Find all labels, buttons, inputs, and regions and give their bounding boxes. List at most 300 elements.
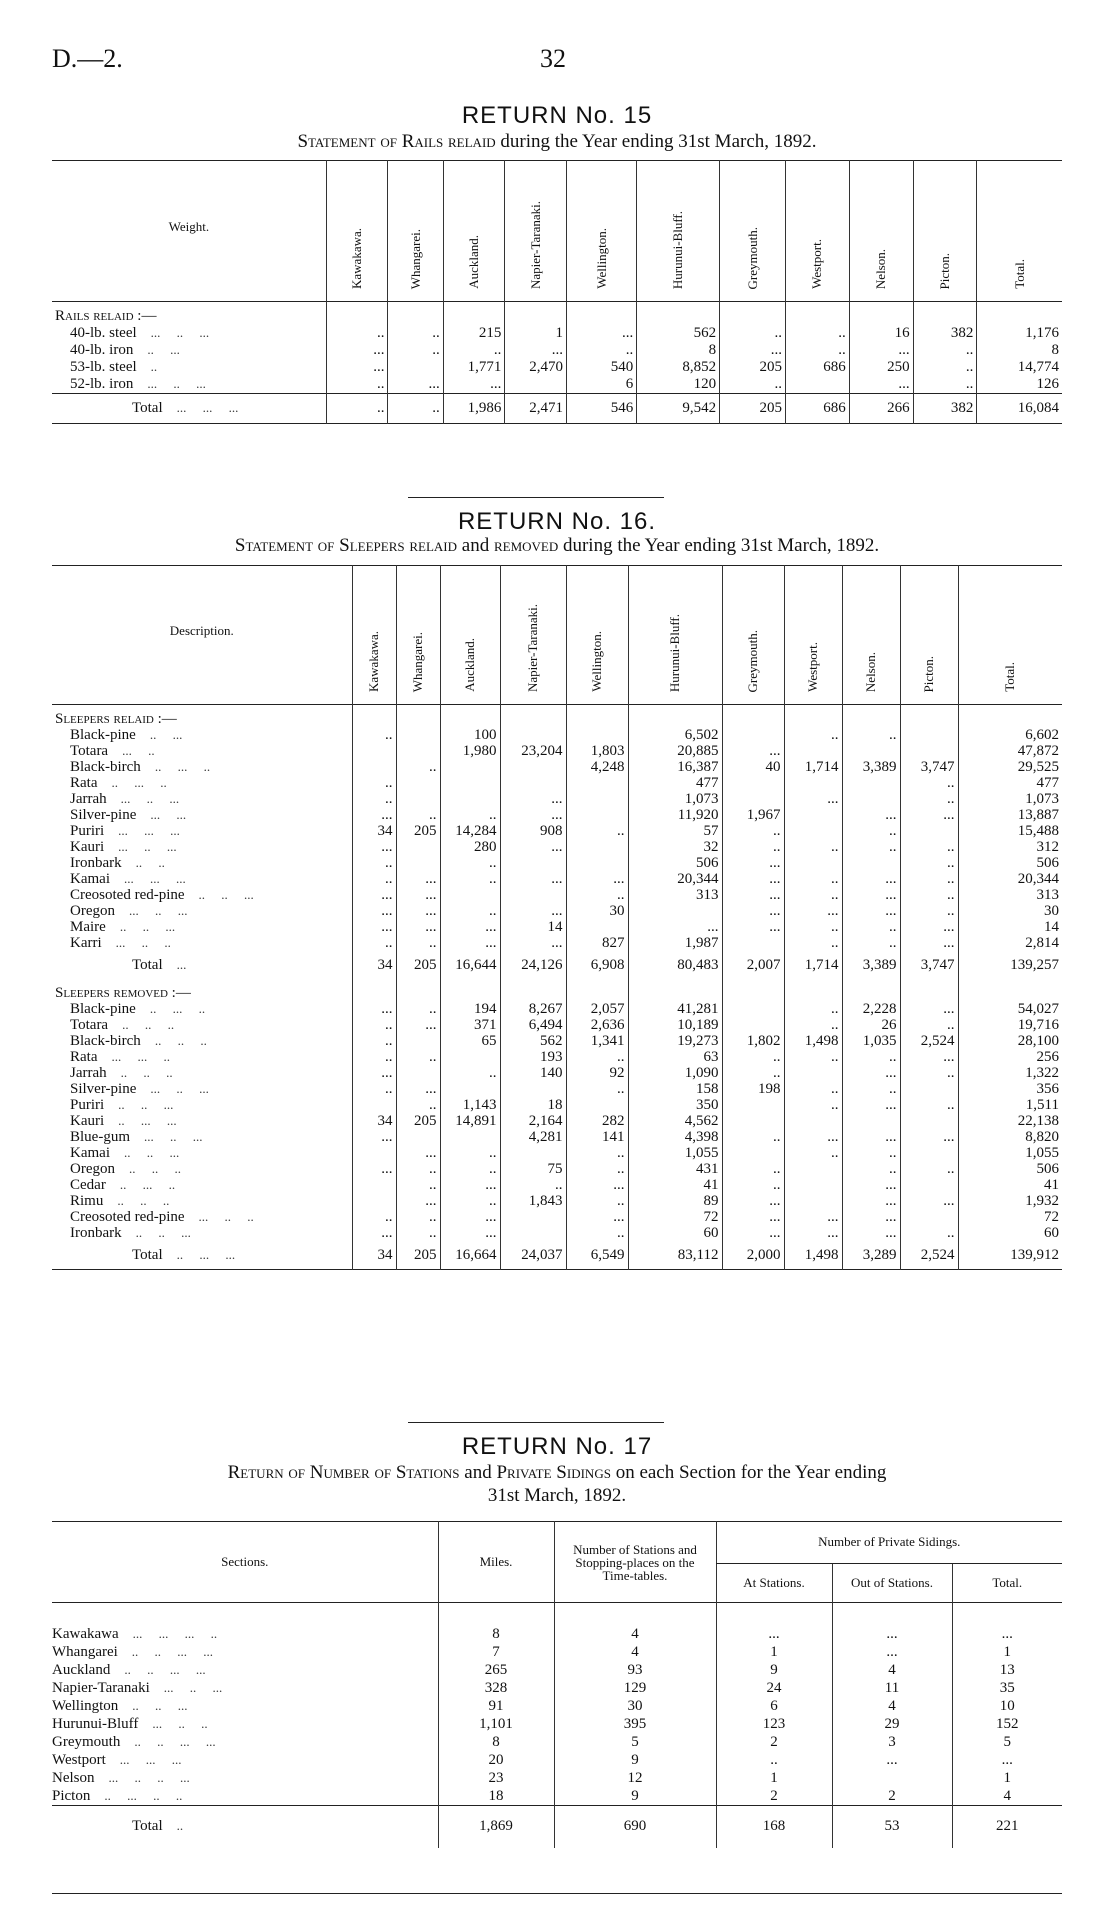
return15-title-main: Statement of Rails relaid: [297, 131, 496, 152]
value-cell: ...: [440, 919, 500, 935]
value-cell: 29,525: [958, 759, 1062, 775]
value-cell: 34: [352, 823, 396, 839]
return16-table: [52, 565, 1062, 1270]
row-leader: .. .. ..: [117, 1193, 170, 1208]
table-row: [52, 342, 1062, 359]
return16-col-header: [958, 566, 1062, 705]
section-label: Sleepers removed :—: [55, 985, 191, 1001]
value-cell: 89: [628, 1193, 722, 1209]
row-leader: .. .. ..: [129, 1161, 181, 1176]
value-cell: ...: [842, 1097, 900, 1113]
value-cell: ...: [500, 871, 566, 887]
value-cell: 1,055: [958, 1145, 1062, 1161]
value-cell: ..: [900, 1017, 958, 1033]
value-cell: 47,872: [958, 743, 1062, 759]
value-cell: 1,771: [443, 359, 505, 376]
value-cell: 1,035: [842, 1033, 900, 1049]
row-label-cell: [52, 1225, 352, 1241]
value-cell: 7: [438, 1643, 554, 1661]
return15-header-row: [52, 161, 1062, 302]
value-cell: ...: [832, 1643, 952, 1661]
value-cell: 193: [500, 1049, 566, 1065]
value-cell: ..: [326, 394, 388, 424]
value-cell: [566, 791, 628, 807]
value-cell: 562: [637, 325, 720, 342]
row-label: Silver-pine: [70, 807, 137, 823]
value-cell: ..: [900, 903, 958, 919]
value-cell: 1,498: [784, 1241, 842, 1270]
value-cell: 158: [628, 1081, 722, 1097]
row-leader: .. .. ... ...: [124, 1662, 206, 1677]
value-cell: 9: [554, 1787, 716, 1806]
value-cell: [396, 743, 440, 759]
row-leader: .. .. ..: [120, 1065, 173, 1080]
value-cell: 139,257: [958, 951, 1062, 979]
value-cell: 30: [566, 903, 628, 919]
return15-col-header: [786, 161, 850, 302]
value-cell: 15,488: [958, 823, 1062, 839]
value-cell: [722, 1017, 784, 1033]
value-cell: ...: [396, 1193, 440, 1209]
value-cell: 205: [396, 823, 440, 839]
value-cell: 3,389: [842, 951, 900, 979]
value-cell: 2,470: [505, 359, 567, 376]
row-leader: ... ... ... ..: [132, 1626, 218, 1641]
table-row: [52, 1225, 1062, 1241]
value-cell: [352, 1193, 396, 1209]
value-cell: 32: [628, 839, 722, 855]
return15-col-header: [977, 161, 1062, 302]
empty-cell: [722, 979, 784, 1001]
value-cell: [500, 1209, 566, 1225]
row-label: 53-lb. steel: [70, 359, 137, 375]
value-cell: ..: [913, 342, 977, 359]
row-leader: ..: [176, 1818, 184, 1834]
value-cell: [396, 1033, 440, 1049]
value-cell: 5: [952, 1733, 1062, 1751]
row-label: Rata: [70, 775, 98, 791]
table-row: [52, 1769, 1062, 1787]
value-cell: 20: [438, 1751, 554, 1769]
value-cell: [786, 376, 850, 394]
row-label: Rimu: [70, 1193, 104, 1209]
return15-table: [52, 160, 1062, 424]
value-cell: ..: [900, 1065, 958, 1081]
value-cell: ...: [722, 1209, 784, 1225]
value-cell: ..: [443, 342, 505, 359]
empty-cell: [554, 1603, 716, 1626]
row-label: Ironbark: [70, 1225, 122, 1241]
return15-col-header-text: Nelson.: [873, 248, 889, 289]
value-cell: ..: [440, 855, 500, 871]
value-cell: 1,101: [438, 1715, 554, 1733]
value-cell: 2,814: [958, 935, 1062, 951]
value-cell: ...: [900, 1001, 958, 1017]
value-cell: ..: [784, 1001, 842, 1017]
row-label-cell: [52, 951, 352, 979]
return16-col-header-text: Picton.: [921, 655, 936, 692]
row-leader: .. .. ..: [154, 1033, 207, 1048]
return15-col-header-text: Whangarei.: [407, 228, 423, 289]
value-cell: [500, 727, 566, 743]
value-cell: 65: [440, 1033, 500, 1049]
row-leader: ..: [150, 359, 158, 374]
value-cell: ..: [500, 1177, 566, 1193]
row-leader: .. .. ... ...: [131, 1644, 214, 1659]
return15-title-rest: during the Year ending 31st March, 1892.: [495, 131, 817, 152]
value-cell: ..: [842, 1161, 900, 1177]
value-cell: ..: [784, 887, 842, 903]
empty-cell: [716, 1603, 832, 1626]
row-label-cell: [52, 1661, 438, 1679]
value-cell: 1,714: [784, 951, 842, 979]
return16-col-header: [566, 566, 628, 705]
value-cell: ..: [352, 855, 396, 871]
row-leader: .. ... ...: [118, 1113, 177, 1128]
row-leader: ... ... ...: [119, 1752, 182, 1767]
value-cell: 72: [958, 1209, 1062, 1225]
row-label: Blue-gum: [70, 1129, 130, 1145]
value-cell: [784, 807, 842, 823]
row-label: Jarrah: [70, 1065, 107, 1081]
return17-title-and: and: [459, 1462, 497, 1483]
row-label: Total: [132, 1247, 163, 1263]
value-cell: [722, 727, 784, 743]
value-cell: ...: [832, 1751, 952, 1769]
value-cell: ...: [352, 919, 396, 935]
value-cell: 1,986: [443, 394, 505, 424]
empty-cell: [952, 1603, 1062, 1626]
table-row: [52, 1065, 1062, 1081]
value-cell: ...: [716, 1625, 832, 1643]
row-leader: .. ..: [135, 855, 165, 870]
value-cell: ...: [842, 887, 900, 903]
total-header: Total.: [952, 1563, 1062, 1603]
row-label: Cedar: [70, 1177, 106, 1193]
value-cell: 313: [628, 887, 722, 903]
table-row: [52, 839, 1062, 855]
table-row: [52, 1625, 1062, 1643]
empty-cell: [500, 705, 566, 728]
empty-cell: [396, 705, 440, 728]
value-cell: ..: [566, 1081, 628, 1097]
row-leader: ... .. ..: [152, 1716, 208, 1731]
table-row: [52, 1113, 1062, 1129]
value-cell: ...: [842, 807, 900, 823]
table-row: [52, 1715, 1062, 1733]
private-sidings-header: Number of Private Sidings.: [716, 1522, 1062, 1564]
value-cell: ...: [352, 1065, 396, 1081]
value-cell: ..: [396, 759, 440, 775]
return16-col-header-text: Greymouth.: [745, 629, 760, 692]
row-leader: .. ... .. ..: [104, 1788, 183, 1803]
row-leader: ... .. ...: [150, 325, 210, 340]
value-cell: 6,494: [500, 1017, 566, 1033]
relaid-section-row: [52, 705, 1062, 728]
return15-col-header: [637, 161, 720, 302]
value-cell: ..: [900, 855, 958, 871]
return16-heading: RETURN No. 16.: [457, 508, 657, 535]
value-cell: [396, 839, 440, 855]
value-cell: 2: [716, 1733, 832, 1751]
empty-cell: [396, 979, 440, 1001]
value-cell: [566, 775, 628, 791]
row-leader: ... ... ...: [176, 400, 239, 415]
value-cell: 280: [440, 839, 500, 855]
row-leader: .. .. ...: [198, 887, 254, 902]
empty-cell: [505, 302, 567, 326]
return15-col-header-text: Wellington.: [593, 228, 609, 289]
value-cell: 9: [716, 1661, 832, 1679]
value-cell: 4,281: [500, 1129, 566, 1145]
row-label-cell: [52, 839, 352, 855]
row-label: Kawakawa: [52, 1626, 119, 1642]
value-cell: 4: [554, 1625, 716, 1643]
value-cell: ..: [440, 1161, 500, 1177]
empty-cell: [52, 1603, 438, 1626]
value-cell: [722, 1145, 784, 1161]
value-cell: ..: [913, 376, 977, 394]
row-leader: .. ...: [149, 727, 183, 742]
value-cell: 26: [842, 1017, 900, 1033]
row-label: Black-pine: [70, 1001, 136, 1017]
value-cell: 10: [952, 1697, 1062, 1715]
table-row: [52, 1697, 1062, 1715]
value-cell: 1,498: [784, 1033, 842, 1049]
empty-cell: [842, 979, 900, 1001]
table-row: [52, 871, 1062, 887]
value-cell: ..: [784, 871, 842, 887]
return15-title: [0, 131, 1114, 153]
value-cell: 93: [554, 1661, 716, 1679]
value-cell: ...: [352, 1225, 396, 1241]
value-cell: 1: [952, 1643, 1062, 1661]
value-cell: 215: [443, 325, 505, 342]
value-cell: [440, 759, 500, 775]
return15-col-header: [567, 161, 637, 302]
value-cell: 395: [554, 1715, 716, 1733]
value-cell: 1,143: [440, 1097, 500, 1113]
return17-table: [52, 1521, 1062, 1848]
value-cell: ..: [440, 903, 500, 919]
row-label: Black-birch: [70, 759, 141, 775]
value-cell: 16,644: [440, 951, 500, 979]
table-row: [52, 727, 1062, 743]
value-cell: 3,389: [842, 759, 900, 775]
row-label-cell: [52, 871, 352, 887]
row-label: Hurunui-Bluff: [52, 1716, 139, 1732]
empty-cell: [958, 979, 1062, 1001]
value-cell: 686: [786, 359, 850, 376]
value-cell: [784, 743, 842, 759]
value-cell: 35: [952, 1679, 1062, 1697]
value-cell: ...: [952, 1751, 1062, 1769]
value-cell: 2,524: [900, 1241, 958, 1270]
return16-col-header: [784, 566, 842, 705]
value-cell: 1: [716, 1769, 832, 1787]
value-cell: ...: [722, 871, 784, 887]
row-label-cell: [52, 1161, 352, 1177]
value-cell: ...: [722, 855, 784, 871]
return16-col-header-text: Total.: [1002, 662, 1018, 692]
value-cell: ..: [396, 1001, 440, 1017]
divider: [408, 497, 664, 498]
row-label-cell: [52, 1081, 352, 1097]
value-cell: 16: [849, 325, 913, 342]
value-cell: ..: [566, 1049, 628, 1065]
value-cell: ..: [784, 1097, 842, 1113]
row-label-cell: [52, 1697, 438, 1715]
value-cell: ...: [352, 1001, 396, 1017]
empty-cell: [849, 302, 913, 326]
row-leader: ... .. ...: [163, 1680, 223, 1695]
return16-title-and: and: [457, 535, 494, 556]
value-cell: ..: [720, 376, 786, 394]
value-cell: ...: [352, 1161, 396, 1177]
value-cell: 686: [786, 394, 850, 424]
row-label-cell: [52, 1097, 352, 1113]
row-label-cell: [52, 1241, 352, 1270]
empty-cell: [637, 302, 720, 326]
row-label-cell: [52, 1001, 352, 1017]
value-cell: [396, 1129, 440, 1145]
value-cell: ..: [786, 325, 850, 342]
value-cell: 14: [500, 919, 566, 935]
value-cell: ..: [566, 1161, 628, 1177]
value-cell: 168: [716, 1806, 832, 1848]
value-cell: ..: [716, 1751, 832, 1769]
value-cell: 14: [958, 919, 1062, 935]
value-cell: [784, 1193, 842, 1209]
table-row: [52, 1017, 1062, 1033]
table-row: [52, 1049, 1062, 1065]
return15-col-header: [849, 161, 913, 302]
row-label: Black-birch: [70, 1033, 141, 1049]
table-row: [52, 791, 1062, 807]
value-cell: ...: [842, 1065, 900, 1081]
value-cell: [900, 1209, 958, 1225]
value-cell: 198: [722, 1081, 784, 1097]
row-leader: ... .. ...: [144, 1129, 203, 1144]
return17-header-row: [52, 1522, 1062, 1564]
value-cell: 256: [958, 1049, 1062, 1065]
value-cell: 16,084: [977, 394, 1062, 424]
value-cell: 20,344: [628, 871, 722, 887]
empty-cell: [566, 705, 628, 728]
value-cell: 22,138: [958, 1113, 1062, 1129]
value-cell: ...: [722, 903, 784, 919]
value-cell: 221: [952, 1806, 1062, 1848]
value-cell: 34: [352, 1113, 396, 1129]
row-leader: .. .. ..: [122, 1017, 175, 1032]
value-cell: [842, 791, 900, 807]
value-cell: ...: [832, 1625, 952, 1643]
value-cell: ...: [722, 743, 784, 759]
value-cell: 4,562: [628, 1113, 722, 1129]
row-label-cell: [52, 1017, 352, 1033]
row-label-cell: [52, 1033, 352, 1049]
table-row: [52, 1145, 1062, 1161]
value-cell: 141: [566, 1129, 628, 1145]
out-of-stations-header: Out of Stations.: [832, 1563, 952, 1603]
value-cell: [352, 1145, 396, 1161]
value-cell: [900, 1081, 958, 1097]
row-leader: ... .. ...: [147, 376, 206, 391]
value-cell: [784, 823, 842, 839]
value-cell: 24: [716, 1679, 832, 1697]
value-cell: ...: [440, 1209, 500, 1225]
value-cell: ...: [722, 919, 784, 935]
row-label-cell: [52, 1625, 438, 1643]
value-cell: ..: [396, 1225, 440, 1241]
value-cell: 431: [628, 1161, 722, 1177]
row-label-cell: [52, 342, 326, 359]
value-cell: ..: [722, 1161, 784, 1177]
value-cell: 477: [958, 775, 1062, 791]
row-label: Kamai: [70, 871, 110, 887]
value-cell: ..: [900, 871, 958, 887]
value-cell: 2,007: [722, 951, 784, 979]
value-cell: 6,549: [566, 1241, 628, 1270]
value-cell: ...: [443, 376, 505, 394]
value-cell: 24,037: [500, 1241, 566, 1270]
value-cell: ..: [566, 1193, 628, 1209]
value-cell: 20,344: [958, 871, 1062, 887]
value-cell: 126: [977, 376, 1062, 394]
value-cell: [352, 743, 396, 759]
row-label: Rata: [70, 1049, 98, 1065]
value-cell: 266: [849, 394, 913, 424]
value-cell: ...: [784, 1225, 842, 1241]
row-label: Kauri: [70, 1113, 105, 1129]
value-cell: 53: [832, 1806, 952, 1848]
value-cell: 10,189: [628, 1017, 722, 1033]
row-leader: ... ... ...: [123, 871, 186, 886]
value-cell: 506: [628, 855, 722, 871]
value-cell: 18: [438, 1787, 554, 1806]
value-cell: 92: [566, 1065, 628, 1081]
value-cell: 1,803: [566, 743, 628, 759]
row-label-cell: [52, 1145, 352, 1161]
row-label: Total: [132, 400, 163, 416]
empty-cell: [388, 302, 443, 326]
row-label: Total: [132, 957, 163, 973]
value-cell: ..: [900, 791, 958, 807]
row-label: Oregon: [70, 1161, 115, 1177]
row-label: Kamai: [70, 1145, 110, 1161]
value-cell: 1,967: [722, 807, 784, 823]
value-cell: 282: [566, 1113, 628, 1129]
table-row: [52, 1177, 1062, 1193]
value-cell: 3,747: [900, 759, 958, 775]
value-cell: 6,502: [628, 727, 722, 743]
value-cell: 29: [832, 1715, 952, 1733]
value-cell: ...: [842, 871, 900, 887]
value-cell: 313: [958, 887, 1062, 903]
value-cell: 4,398: [628, 1129, 722, 1145]
value-cell: 20,885: [628, 743, 722, 759]
value-cell: ...: [352, 903, 396, 919]
table-row: [52, 759, 1062, 775]
return15-col-header: [388, 161, 443, 302]
return16-title-removed: removed: [493, 535, 559, 556]
value-cell: ..: [352, 1017, 396, 1033]
value-cell: ..: [842, 1049, 900, 1065]
value-cell: 63: [628, 1049, 722, 1065]
value-cell: ..: [722, 839, 784, 855]
row-leader: ... ...: [150, 807, 187, 822]
row-leader: ... ... ...: [118, 823, 180, 838]
